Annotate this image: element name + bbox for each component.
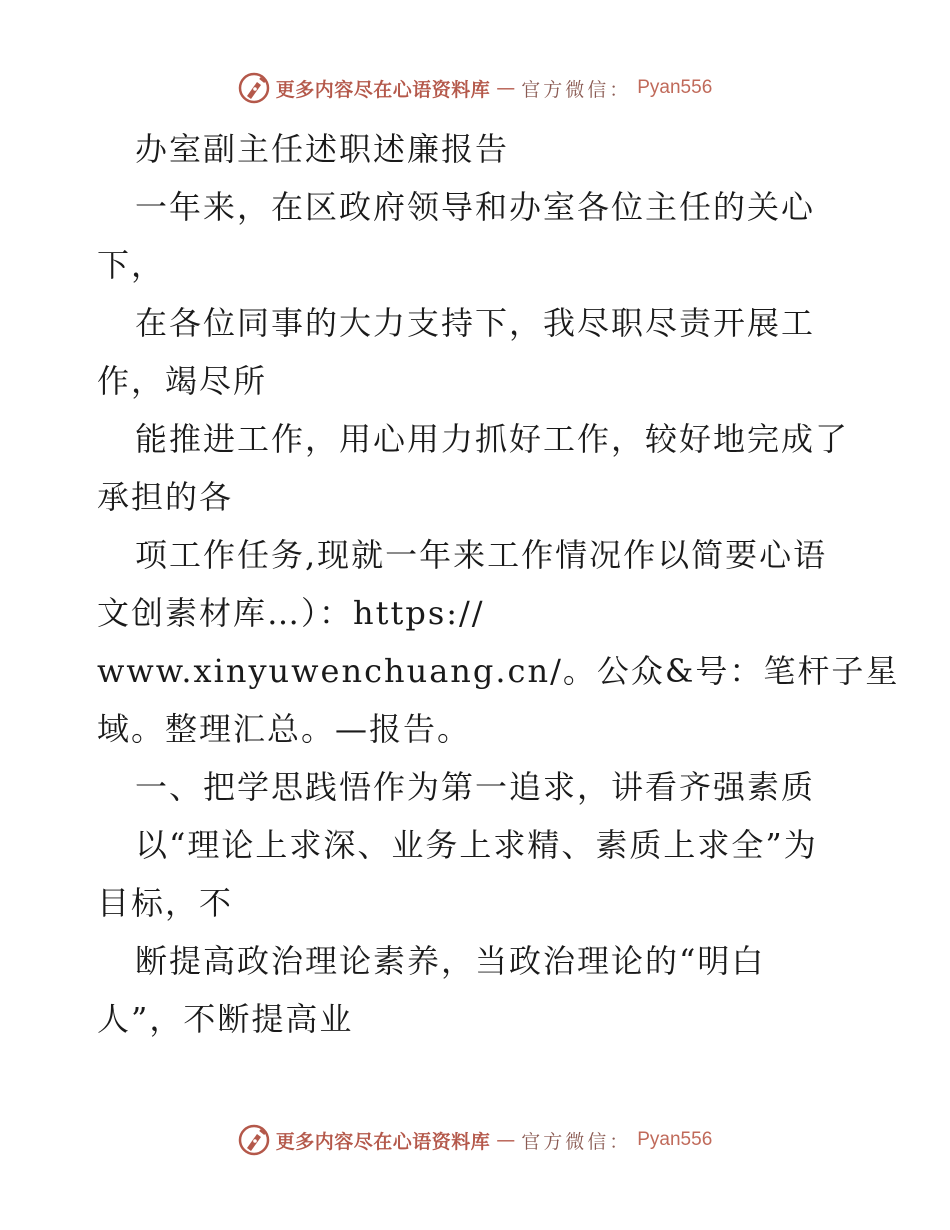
banner-dash: — bbox=[496, 1129, 516, 1151]
document-line: 作，竭尽所 bbox=[97, 362, 268, 400]
document-line: 断提高政治理论素养，当政治理论的“明白 bbox=[135, 942, 766, 980]
document-line: 项工作任务,现就一年来工作情况作以简要心语 bbox=[135, 536, 828, 574]
banner-wechat-id: Pyan556 bbox=[637, 1129, 713, 1150]
banner-wechat-id: Pyan556 bbox=[637, 77, 713, 98]
document-line: 目标，不 bbox=[97, 884, 234, 922]
pen-nib-logo-icon bbox=[238, 72, 270, 104]
document-line: 文创素材库…）：https:// bbox=[97, 594, 485, 632]
footer-banner bbox=[0, 1124, 950, 1156]
document-body bbox=[97, 120, 900, 1048]
document-line: 承担的各 bbox=[97, 478, 234, 516]
banner-main-text: 更多内容尽在心语资料库 bbox=[275, 78, 491, 101]
document-line: 在各位同事的大力支持下，我尽职尽责开展工 bbox=[135, 304, 816, 342]
document-line: www.xinyuwenchuang.cn/。公众&号：笔杆子星 bbox=[97, 652, 900, 690]
document-line: 人”，不断提高业 bbox=[97, 1000, 354, 1038]
document-line: 办室副主任述职述廉报告 bbox=[135, 130, 510, 168]
document-line: 域。整理汇总。—报告。 bbox=[97, 710, 472, 748]
document-line: 一年来，在区政府领导和办室各位主任的关心 bbox=[135, 188, 816, 226]
banner-dash: — bbox=[496, 77, 516, 99]
banner-wechat-label: 官方微信： bbox=[521, 78, 632, 101]
banner-main-text: 更多内容尽在心语资料库 bbox=[275, 1130, 491, 1153]
header-banner bbox=[0, 72, 950, 104]
banner-wechat-label: 官方微信： bbox=[521, 1130, 632, 1153]
document-line: 能推进工作，用心用力抓好工作，较好地完成了 bbox=[135, 420, 850, 458]
document-line: 下， bbox=[97, 246, 166, 284]
document-line: 一、把学思践悟作为第一追求，讲看齐强素质 bbox=[135, 768, 816, 806]
document-line: 以“理论上求深、业务上求精、素质上求全”为 bbox=[135, 826, 818, 864]
pen-nib-logo-icon bbox=[238, 1124, 270, 1156]
